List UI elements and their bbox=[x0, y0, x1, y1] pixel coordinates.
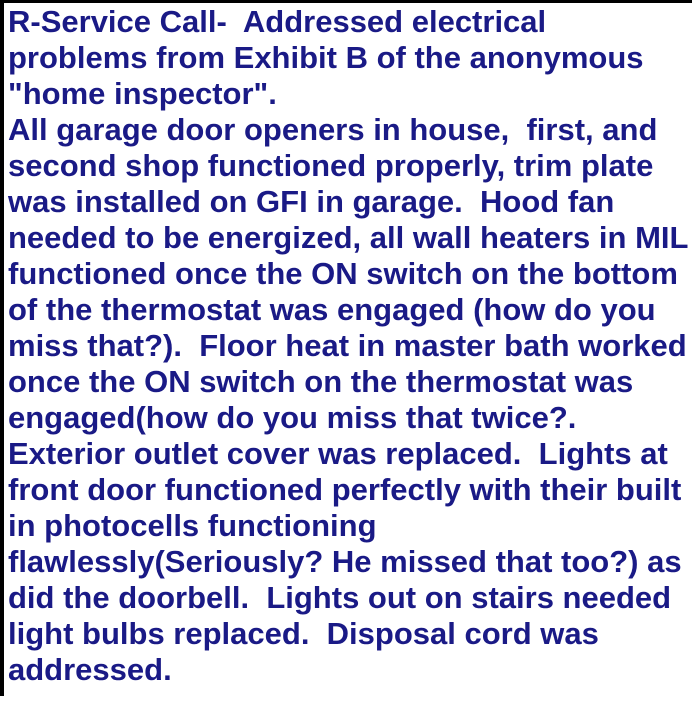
text-line: addressed. bbox=[8, 652, 172, 687]
text-line: of the thermostat was engaged (how do you bbox=[8, 292, 656, 327]
text-line: in photocells functioning bbox=[8, 508, 377, 543]
text-line: front door functioned perfectly with their built bbox=[8, 472, 682, 507]
cell-border-top bbox=[0, 0, 692, 3]
text-line: was installed on GFI in garage. Hood fan bbox=[8, 184, 615, 219]
cell-border-left bbox=[0, 0, 4, 696]
text-line: functioned once the ON switch on the bottom bbox=[8, 256, 678, 291]
text-line: light bulbs replaced. Disposal cord was bbox=[8, 616, 599, 651]
text-line: once the ON switch on the thermostat was bbox=[8, 364, 634, 399]
text-line: flawlessly(Seriously? He missed that too?) as bbox=[8, 544, 682, 579]
text-line: problems from Exhibit B of the anonymous bbox=[8, 40, 644, 75]
text-line: Exterior outlet cover was replaced. Lights at bbox=[8, 436, 668, 471]
text-line: "home inspector". bbox=[8, 76, 277, 111]
text-line: engaged(how do you miss that twice?. bbox=[8, 400, 577, 435]
text-line: second shop functioned properly, trim plate bbox=[8, 148, 654, 183]
text-line: needed to be energized, all wall heaters in MIL bbox=[8, 220, 689, 255]
service-call-text bbox=[8, 4, 692, 688]
text-line: R-Service Call- Addressed electrical bbox=[8, 4, 547, 39]
text-line: miss that?). Floor heat in master bath worked bbox=[8, 328, 687, 363]
text-line: did the doorbell. Lights out on stairs needed bbox=[8, 580, 672, 615]
text-line: All garage door openers in house, first, and bbox=[8, 112, 658, 147]
